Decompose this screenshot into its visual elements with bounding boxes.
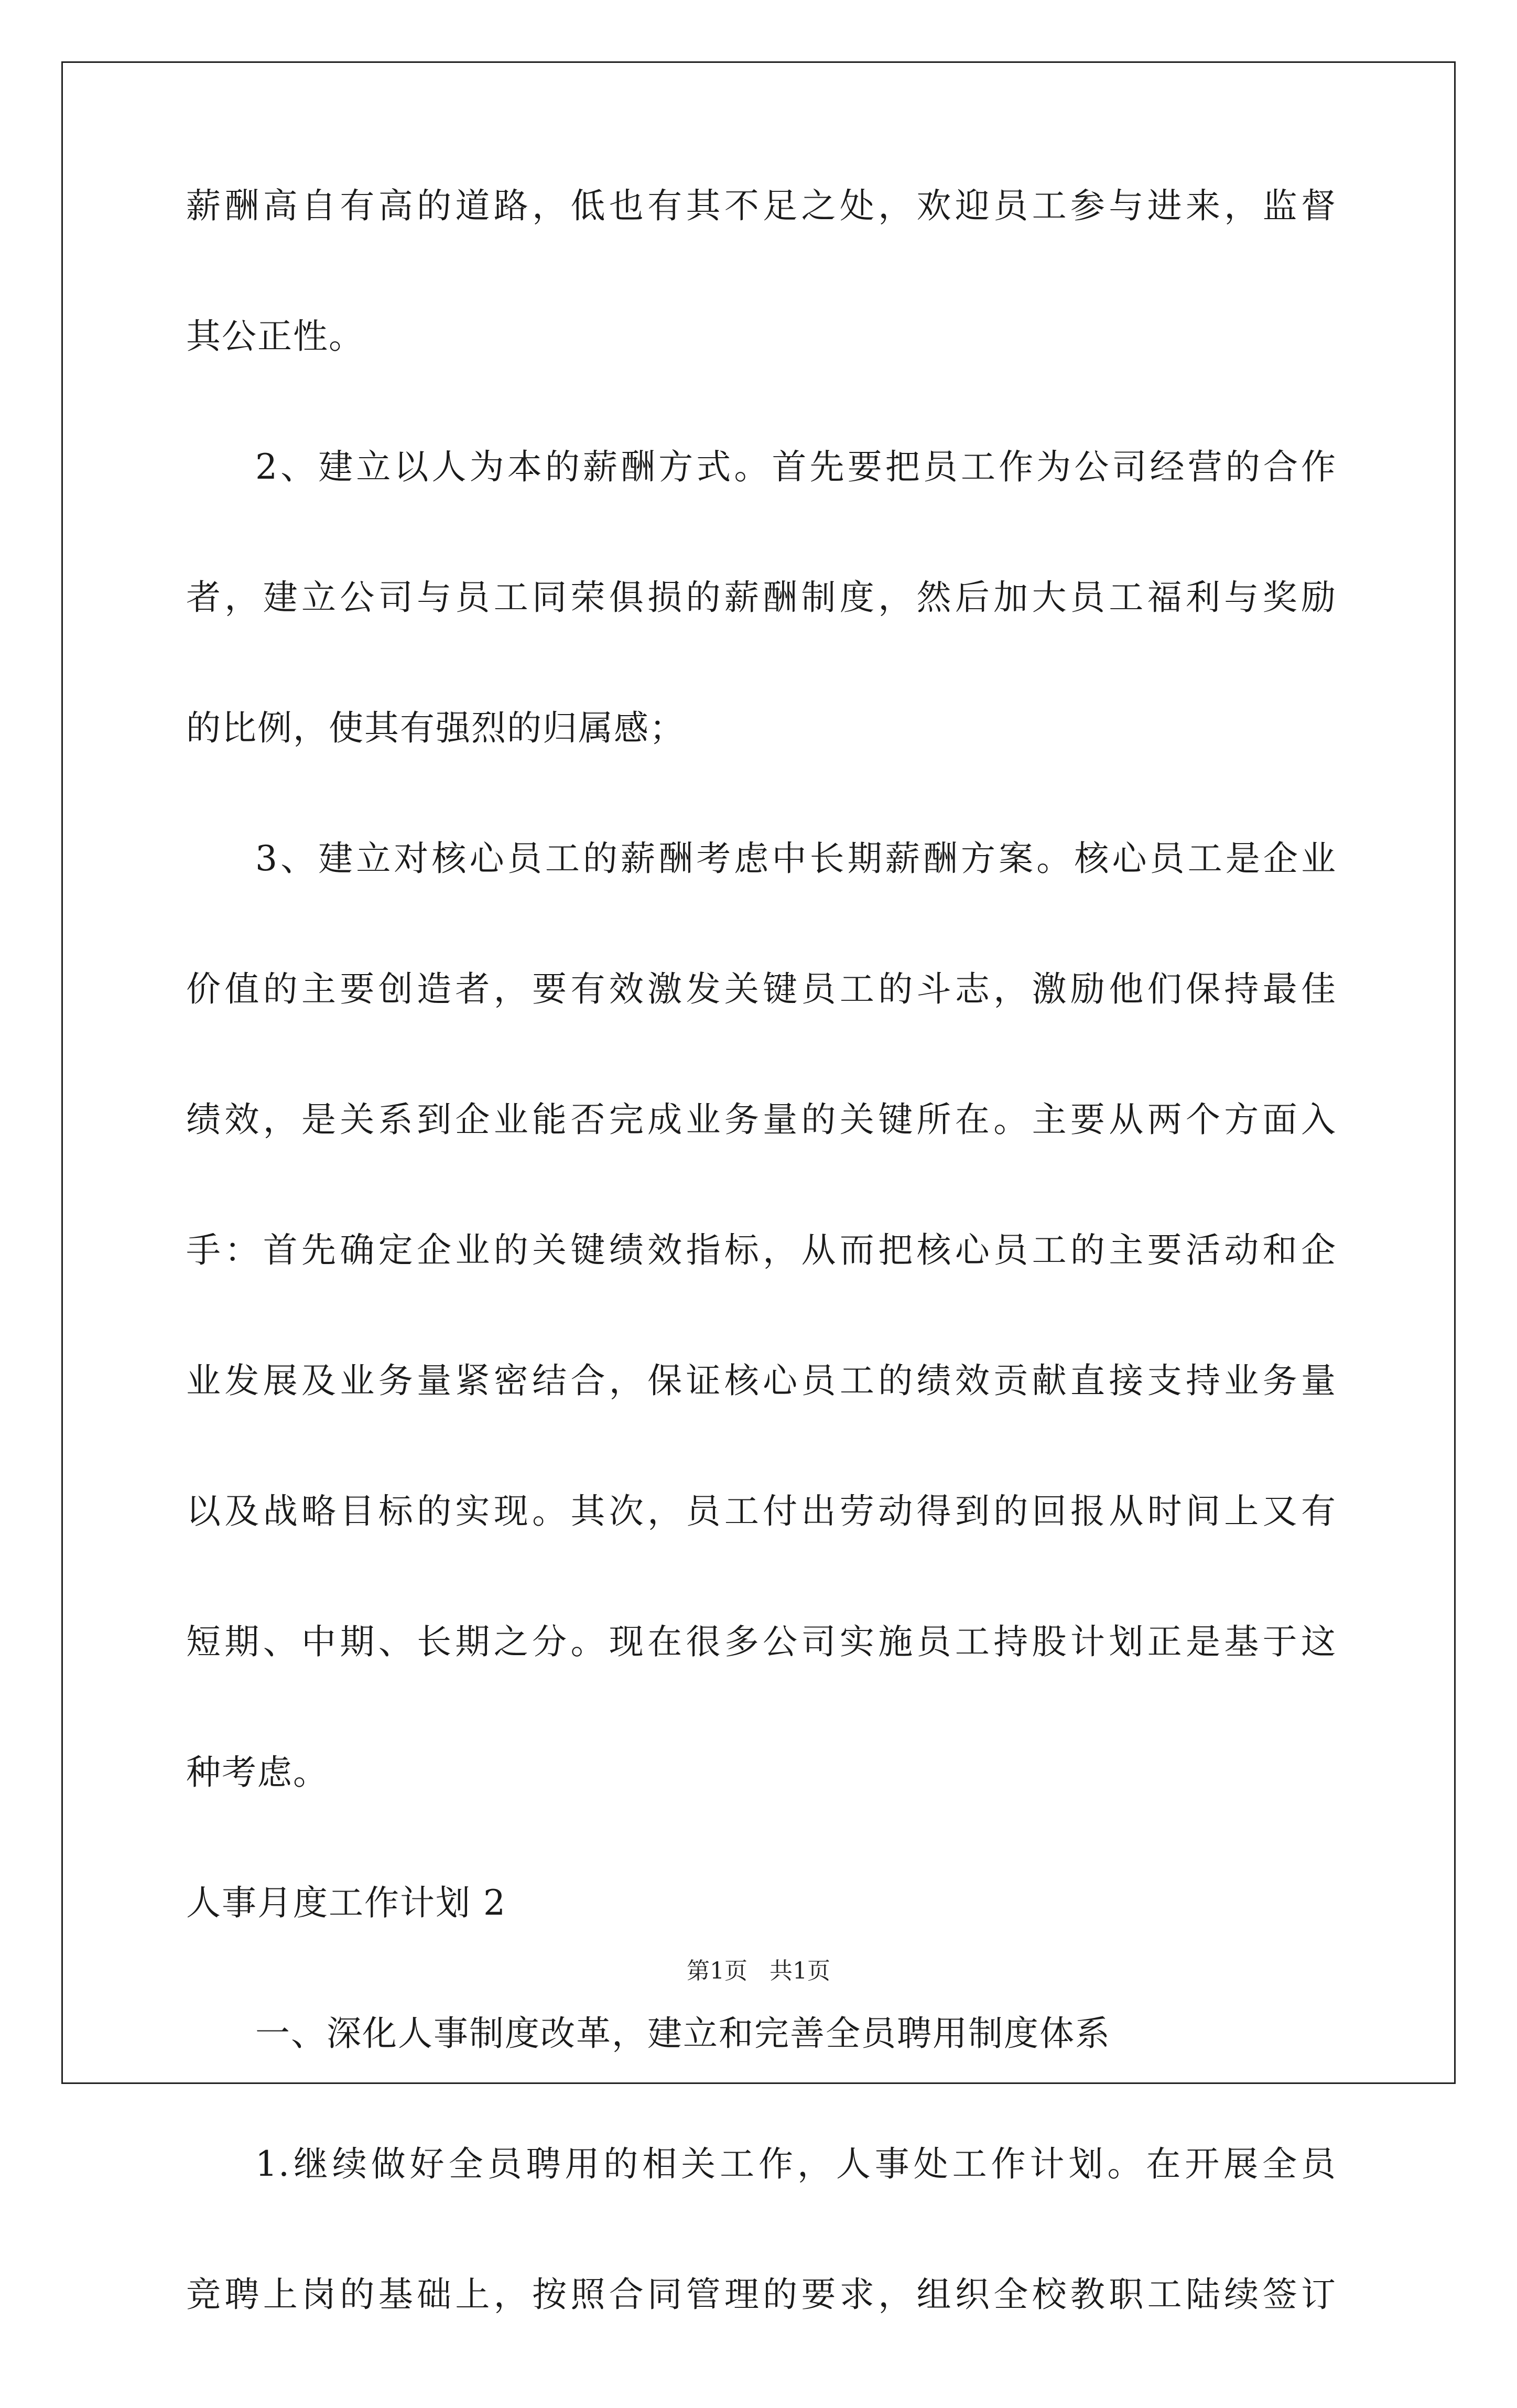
text-line: 1.继续做好全员聘用的相关工作，人事处工作计划。在开展全员: [255, 2144, 1337, 2184]
text-line: 手：首先确定企业的关键绩效指标，从而把核心员工的主要活动和企: [186, 1230, 1337, 1270]
text-line: 2、建立以人为本的薪酬方式。首先要把员工作为公司经营的合作: [255, 447, 1337, 487]
text-line: 薪酬高自有高的道路，低也有其不足之处，欢迎员工参与进来，监督: [186, 186, 1337, 226]
text-line: 3、建立对核心员工的薪酬考虑中长期薪酬方案。核心员工是企业: [255, 838, 1337, 879]
text-line: 其公正性。: [186, 316, 364, 357]
text-line: 竞聘上岗的基础上，按照合同管理的要求，组织全校教职工陆续签订: [186, 2274, 1337, 2315]
document-body: [186, 186, 1337, 2408]
text-line: 绩效，是关系到企业能否完成业务量的关键所在。主要从两个方面入: [186, 1099, 1337, 1140]
text-line: 以及战略目标的实现。其次，员工付出劳动得到的回报从时间上又有: [186, 1491, 1337, 1531]
text-line: 业发展及业务量紧密结合，保证核心员工的绩效贡献直接支持业务量: [186, 1360, 1337, 1401]
section-heading: 人事月度工作计划 2: [186, 1883, 506, 1923]
text-line: 短期、中期、长期之分。现在很多公司实施员工持股计划正是基于这: [186, 1622, 1337, 1662]
page-number-footer: 第1页 共1页: [687, 1958, 830, 1984]
text-line: 一、深化人事制度改革，建立和完善全员聘用制度体系: [255, 2013, 1111, 2054]
text-line: 者，建立公司与员工同荣俱损的薪酬制度，然后加大员工福利与奖励: [186, 577, 1337, 618]
text-line: 的比例，使其有强烈的归属感；: [186, 708, 685, 748]
text-line: 价值的主要创造者，要有效激发关键员工的斗志，激励他们保持最佳: [186, 969, 1337, 1009]
text-line: 种考虑。: [186, 1752, 329, 1792]
